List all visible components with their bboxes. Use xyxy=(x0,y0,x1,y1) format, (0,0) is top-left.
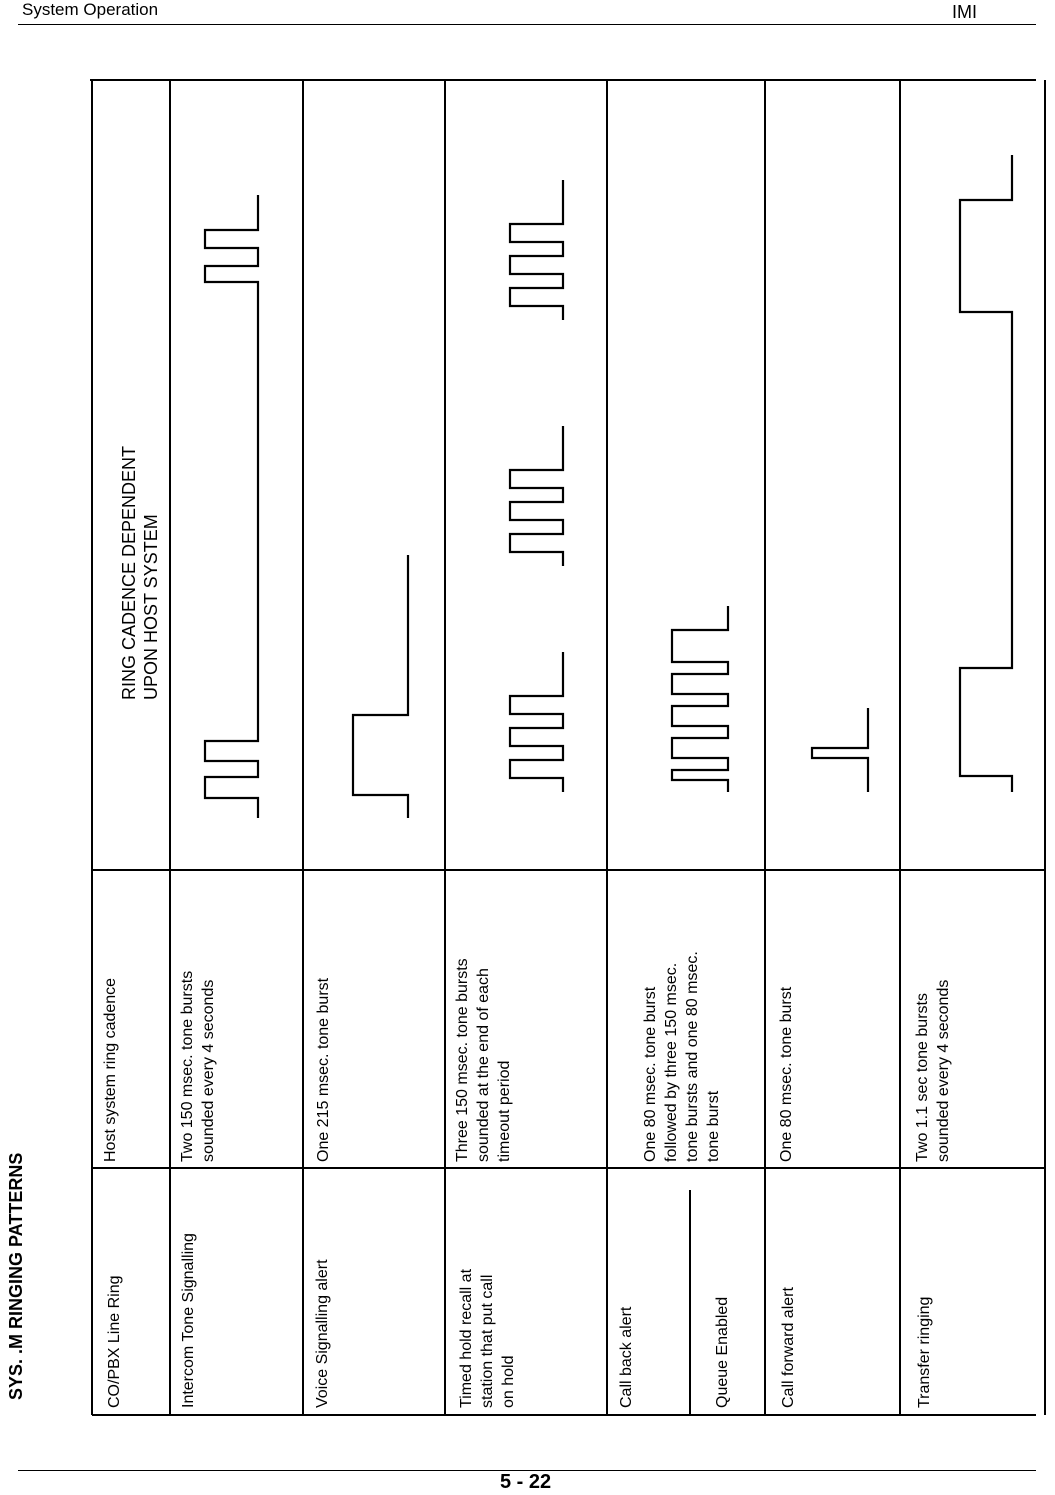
type-label: Call back alert xyxy=(618,1306,635,1408)
type-label: CO/PBX Line Ring xyxy=(106,1275,123,1408)
waveform-timed-hold-recall xyxy=(510,180,563,792)
type-label: Intercom Tone Signalling xyxy=(180,1233,197,1408)
header-company: IMI xyxy=(952,2,977,22)
waveform-voice-signalling xyxy=(353,555,408,818)
type-label: station that put call xyxy=(479,1274,496,1408)
desc-line: sounded every 4 seconds xyxy=(200,979,217,1162)
desc-timed-hold-recall xyxy=(452,958,515,1162)
type-intercom xyxy=(178,1233,199,1408)
type-timed-hold-recall xyxy=(456,1269,519,1408)
desc-call-back xyxy=(640,951,724,1162)
type-call-forward xyxy=(778,1287,799,1408)
desc-line: tone bursts and one 80 msec. xyxy=(684,951,701,1162)
desc-line: sounded every 4 seconds xyxy=(935,979,952,1162)
type-label: Voice Signalling alert xyxy=(314,1259,331,1408)
page-title: SYS. .M RINGING PATTERNS xyxy=(6,1152,26,1400)
type-co-pbx xyxy=(104,1275,125,1408)
desc-line: One 80 msec. tone burst xyxy=(642,986,659,1162)
desc-line: Two 1.1 sec tone bursts xyxy=(914,993,931,1162)
waveform-call-back xyxy=(672,606,728,792)
host-note-line-1: RING CADENCE DEPENDENT xyxy=(119,445,139,700)
type-label: Transfer ringing xyxy=(916,1296,933,1408)
type-label: Queue Enabled xyxy=(714,1296,731,1408)
page-number: 5 - 22 xyxy=(500,1471,552,1493)
type-label: on hold xyxy=(500,1355,517,1408)
desc-line: Host system ring cadence xyxy=(102,977,119,1162)
host-note-line-2: UPON HOST SYSTEM xyxy=(141,514,161,700)
type-label: Call forward alert xyxy=(780,1287,797,1408)
desc-line: timeout period xyxy=(496,1060,513,1162)
desc-line: sounded at the end of each xyxy=(475,968,492,1162)
waveform-transfer-ringing xyxy=(960,155,1012,792)
desc-voice-signalling xyxy=(313,978,334,1162)
desc-call-forward xyxy=(776,987,797,1162)
type-transfer-ringing xyxy=(914,1297,935,1408)
waveform-intercom-tone xyxy=(205,195,258,818)
desc-line: One 215 msec. tone burst xyxy=(315,977,332,1162)
host-system-note xyxy=(118,446,162,700)
type-queue-enabled xyxy=(712,1297,733,1408)
desc-line: One 80 msec. tone burst xyxy=(778,986,795,1162)
desc-transfer-ringing xyxy=(912,980,954,1162)
desc-line: followed by three 150 msec. xyxy=(663,962,680,1162)
waveform-call-forward xyxy=(812,708,868,792)
desc-intercom xyxy=(177,971,219,1162)
desc-line: Three 150 msec. tone bursts xyxy=(454,958,471,1162)
type-call-back xyxy=(616,1307,637,1408)
desc-line: Two 150 msec. tone bursts xyxy=(179,970,196,1162)
desc-co-pbx xyxy=(100,978,121,1162)
desc-line: tone burst xyxy=(705,1090,722,1162)
type-label: Timed hold recall at xyxy=(458,1268,475,1408)
type-voice-signalling xyxy=(312,1259,333,1408)
header-section-title: System Operation xyxy=(22,0,159,19)
